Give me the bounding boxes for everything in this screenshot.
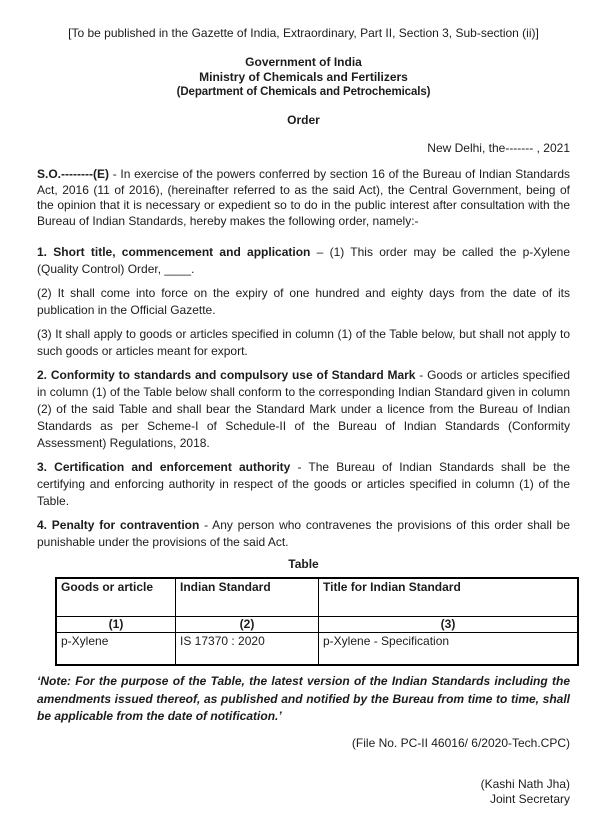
clause-3-heading: 3. Certification and enforcement authority — [37, 460, 291, 474]
table-cell-title: p-Xylene - Specification — [319, 633, 579, 666]
table-colnum-3: (3) — [319, 617, 579, 633]
table-header-row — [56, 578, 578, 617]
publish-line: [To be published in the Gazette of India, Extraordinary, Part II, Section 3, Sub-section (ii)] — [68, 26, 539, 40]
table-row — [56, 633, 578, 666]
standards-table — [55, 577, 579, 666]
subclause-2 — [37, 285, 570, 319]
signature-block — [37, 777, 570, 807]
table-note: ‘Note: For the purpose of the Table, the latest version of the Indian Standards including the amendments issued thereof, as published and notified by the Bureau from time to time, shall be applicable from the date of notification.’ — [37, 674, 570, 723]
org-header — [37, 55, 570, 100]
table-colnum-2: (2) — [176, 617, 319, 633]
table-header-title: Title for Indian Standard — [319, 578, 579, 617]
so-number: S.O.--------(E) — [37, 167, 109, 181]
org-line-department: (Department of Chemicals and Petrochemicals) — [176, 86, 431, 98]
signatory-designation: Joint Secretary — [489, 791, 570, 806]
clause-2-body: - Goods or articles specified in column (1) of the Table below shall conform to the corresponding Indian Standard given in column (2) of the said Table and shall bear the Standard Mark under a licence from the Bureau of Indian Standards as per Scheme-I of Schedule-II of the Bureau of Indian Standards (Conformity Assessment) Regulations, 2018. — [37, 368, 571, 450]
table-colnum-1: (1) — [56, 617, 176, 633]
file-number: (File No. PC-II 46016/ 6/2020-Tech.CPC) — [351, 735, 570, 750]
subclause-2-body: (2) It shall come into force on the expiry of one hundred and eighty days from the date of its publication in the Official Gazette. — [37, 286, 570, 317]
table-cell-standard: IS 17370 : 2020 — [176, 633, 319, 666]
clause-1-heading: 1. Short title, commencement and application — [37, 245, 311, 259]
clause-1-short-title — [37, 244, 570, 278]
clause-3-body: - The Bureau of Indian Standards shall be the certifying and enforcing authority in respect of the goods or articles specified in column (1) of the Table. — [37, 460, 570, 508]
order-heading: Order — [287, 113, 320, 127]
clause-2-heading: 2. Conformity to standards and compulsory use of Standard Mark — [37, 368, 416, 382]
subclause-3 — [37, 326, 570, 360]
org-line-government: Government of India — [245, 55, 362, 69]
signatory-name: (Kashi Nath Jha) — [480, 776, 570, 791]
clause-1-body: – (1) This order may be called the p-Xylene (Quality Control) Order, ____. — [37, 245, 570, 276]
table-column-number-row — [56, 617, 578, 633]
so-body: - In exercise of the powers conferred by section 16 of the Bureau of Indian Standards Act, 2016 (11 of 2016), (hereinafter referred to as the said Act), the Central Government, being of the opinion that it is necessary or expedient so to do in the public interest after consultation with the Bureau of Indian Standards, hereby makes the following order, namely:- — [37, 167, 570, 228]
clause-2-conformity — [37, 367, 570, 452]
table-caption: Table — [288, 557, 319, 571]
table-header-standard: Indian Standard — [176, 578, 319, 617]
table-cell-goods: p-Xylene — [56, 633, 176, 666]
table-header-goods: Goods or article — [56, 578, 176, 617]
clause-4-body: - Any person who contravenes the provisions of this order shall be punishable under the provisions of the said Act. — [37, 518, 570, 549]
subclause-3-body: (3) It shall apply to goods or articles specified in column (1) of the Table below, but shall not apply to such goods or articles meant for export. — [37, 327, 570, 358]
clause-4-penalty — [37, 517, 570, 551]
dateline: New Delhi, the------- , 2021 — [427, 141, 570, 155]
so-paragraph — [37, 167, 570, 229]
org-line-ministry: Ministry of Chemicals and Fertilizers — [199, 70, 408, 84]
clause-3-certification — [37, 459, 570, 510]
clause-4-heading: 4. Penalty for contravention — [37, 518, 200, 532]
